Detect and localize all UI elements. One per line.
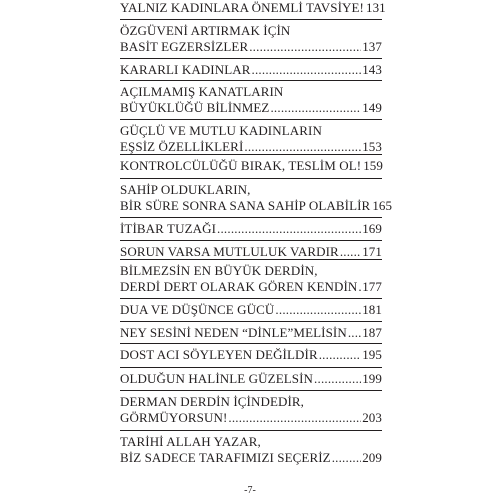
dot-leader [332, 450, 361, 466]
toc-page-number: 143 [362, 62, 382, 77]
toc-entry-leader-row [120, 302, 382, 318]
toc-entry-title-line: DUA VE DÜŞÜNCE GÜCÜ [120, 302, 275, 317]
separator-rule [120, 343, 382, 344]
toc-entry [120, 434, 382, 466]
toc-entry-leader-row [120, 450, 382, 466]
separator-rule [120, 58, 382, 59]
toc-entry-title-line: EŞSİZ ÖZELLİKLERİ [120, 139, 244, 154]
separator-rule [120, 19, 382, 20]
dot-leader [270, 100, 361, 116]
separator-rule [120, 80, 382, 81]
separator-rule [120, 240, 382, 241]
separator-rule [120, 154, 382, 155]
toc-entry-title-line: TARİHİ ALLAH YAZAR, [120, 434, 261, 449]
toc-entry [120, 263, 382, 295]
toc-entry-leader-row [120, 244, 382, 260]
dot-leader [340, 244, 361, 260]
toc-entry-title-line: AÇILMAMIŞ KANATLARIN [120, 84, 284, 99]
dot-leader [314, 371, 361, 387]
separator-rule [120, 390, 382, 391]
toc-page-number: 149 [362, 100, 382, 115]
toc-entry-leader-row [120, 279, 382, 295]
dot-leader [319, 347, 361, 363]
toc-page-number: 131 [365, 0, 386, 15]
toc-page-number: 209 [362, 450, 382, 465]
toc-entry-title-line: BASİT EGZERSİZLER [120, 39, 249, 54]
dot-leader [228, 410, 361, 426]
toc-entry-title-line: GÖRMÜYORSUN! [120, 410, 228, 425]
separator-rule [120, 217, 382, 218]
toc-entry-title-line: KONTROLCÜLÜĞÜ BIRAK, TESLİM OL! [120, 158, 362, 173]
toc-entry-leader-row [120, 100, 382, 116]
dot-leader [348, 325, 361, 341]
toc-entry-leader-row [120, 139, 382, 155]
toc-entry-leader-row [120, 221, 382, 237]
toc-entry-leader-row [120, 0, 386, 16]
toc-page-number: 199 [362, 371, 382, 386]
dot-leader [275, 302, 361, 318]
toc-page-number: 165 [372, 198, 393, 213]
toc-page-number: 169 [362, 221, 382, 236]
toc-entry-title-line: ÖZGÜVENİ ARTIRMAK İÇİN [120, 23, 291, 38]
toc-entry-title-line: DERDİ DERT OLARAK GÖREN KENDİN [120, 279, 358, 294]
separator-rule [120, 178, 382, 179]
toc-entry-title-line: İTİBAR TUZAĞI [120, 221, 217, 236]
toc-entry-leader-row [120, 371, 382, 387]
toc-entry-leader-row [120, 410, 382, 426]
separator-rule [120, 298, 382, 299]
toc-entry [120, 0, 386, 16]
separator-rule [120, 430, 382, 431]
toc-entry-leader-row [120, 158, 382, 174]
dot-leader [358, 279, 361, 295]
dot-leader [252, 62, 362, 78]
toc-entry-title-line: DERMAN DERDİN İÇİNDEDİR, [120, 394, 305, 409]
separator-rule [120, 259, 382, 260]
toc-entry [120, 158, 382, 174]
toc-entry [120, 123, 382, 155]
dot-leader [249, 39, 361, 55]
toc-page-number: 171 [362, 244, 382, 259]
toc-entry-leader-row [120, 198, 393, 214]
toc-entry [120, 221, 382, 237]
toc-entry-title-line: BİZ SADECE TARAFIMIZI SEÇERİZ [120, 450, 331, 465]
dot-leader [217, 221, 361, 237]
toc-entry-title-line: OLDUĞUN HALİNLE GÜZELSİN [120, 371, 314, 386]
toc-page-number: 195 [362, 347, 382, 362]
toc-entry-leader-row [120, 325, 382, 341]
toc-entry [120, 325, 382, 341]
toc-page-number: 137 [362, 39, 382, 54]
toc-entry [120, 84, 382, 116]
toc-page-number: 181 [362, 302, 382, 317]
toc-entry-leader-row [120, 347, 382, 363]
toc-entry-title-line: KARARLI KADINLAR [120, 62, 251, 77]
toc-entry-leader-row [120, 39, 382, 55]
toc-entry [120, 347, 382, 363]
toc-page-number: 187 [362, 325, 382, 340]
toc-entry-title-line: SORUN VARSA MUTLULUK VARDIR [120, 244, 339, 259]
toc-entry-title-line: SAHİP OLDUKLARIN, [120, 182, 251, 197]
toc-page-number: 153 [362, 139, 382, 154]
toc-page-number: 203 [362, 410, 382, 425]
toc-entry-title-line: BÜYÜKLÜĞÜ BİLİNMEZ [120, 100, 270, 115]
toc-entry [120, 182, 393, 214]
toc-entry [120, 62, 382, 78]
toc-entry-title-line: DOST ACI SÖYLEYEN DEĞİLDİR [120, 347, 318, 362]
toc-entry-title-line: YALNIZ KADINLARA ÖNEMLİ TAVSİYE! [120, 0, 364, 15]
separator-rule [120, 119, 382, 120]
toc-entry-title-line: BİLMEZSİN EN BÜYÜK DERDİN, [120, 263, 318, 278]
toc-entry [120, 302, 382, 318]
page-number-footer: -7- [244, 485, 256, 496]
separator-rule [120, 321, 382, 322]
toc-entry-title-line: NEY SESİNİ NEDEN “DİNLE”MELİSİN [120, 325, 347, 340]
toc-entry [120, 244, 382, 260]
dot-leader [244, 139, 361, 155]
toc-entry [120, 23, 382, 55]
toc-entry [120, 394, 382, 426]
toc-entry-title-line: BİR SÜRE SONRA SANA SAHİP OLABİLİR [120, 198, 371, 213]
toc-entry-title-line: GÜÇLÜ VE MUTLU KADINLARIN [120, 123, 322, 138]
separator-rule [120, 367, 382, 368]
toc-entry-leader-row [120, 62, 382, 78]
toc-page-number: 159 [363, 158, 383, 173]
toc-page-number: 177 [362, 279, 382, 294]
toc-entry [120, 371, 382, 387]
